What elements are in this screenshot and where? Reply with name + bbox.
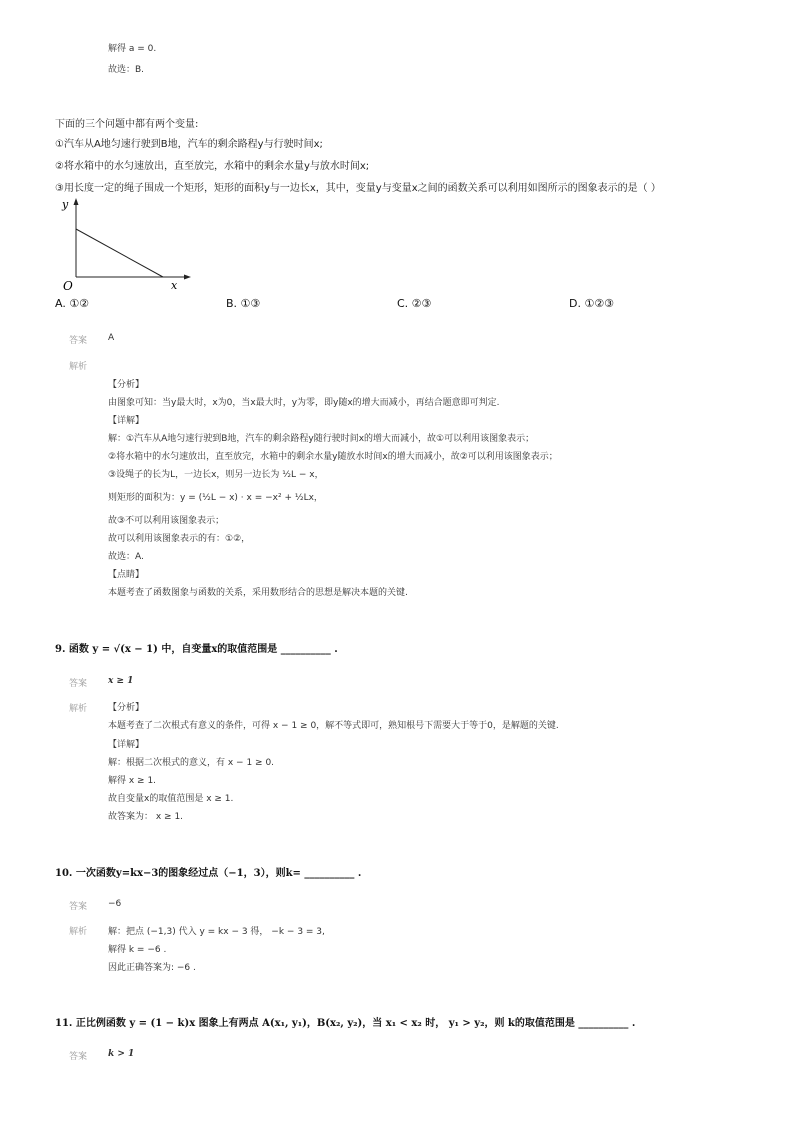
analysis-line: 故可以利用该图象表示的有：①②， <box>108 534 251 544</box>
question-text: 11. 正比例函数 y = (1 − k)x 图象上有两点 A(x₁, y₁)，B(x₂, y₂)，当 x₁ < x₂ 时， y₁ > y₂，则 k的取值范围是 __________ . <box>55 1018 636 1029</box>
analysis-label: 解析 <box>69 927 88 937</box>
analysis-line: 【点睛】 <box>108 570 145 580</box>
x-axis-label: x <box>171 279 178 292</box>
analysis-line: 【分析】 <box>108 703 145 713</box>
question-text: 10. 一次函数y=kx−3的图象经过点（−1，3），则k= __________ . <box>55 868 362 879</box>
answer-value: A <box>108 333 115 343</box>
option-c: C. ②③ <box>397 297 432 310</box>
y-axis-label: y <box>62 198 69 211</box>
analysis-line: 【分析】 <box>108 380 145 390</box>
analysis-line: 故自变量x的取值范围是 x ≥ 1. <box>108 794 234 804</box>
prev-solution-line: 解得 a = 0. <box>108 44 157 54</box>
question-item: ②将水箱中的水匀速放出，直至放完，水箱中的剩余水量y与放水时间x; <box>55 161 370 172</box>
option-a: A. ①② <box>55 297 90 310</box>
analysis-line: 故答案为： x ≥ 1. <box>108 812 184 822</box>
function-graph <box>55 194 200 292</box>
analysis-line: 解：把点 (−1,3) 代入 y = kx − 3 得， −k − 3 = 3, <box>108 927 325 937</box>
question-item: ③用长度一定的绳子围成一个矩形，矩形的面积y与一边长x，其中，变量y与变量x之间的函数关系可以利用如图所示的图象表示的是（ ） <box>55 183 661 194</box>
analysis-line: 故选：A. <box>108 552 144 562</box>
analysis-line: 解得 x ≥ 1. <box>108 776 157 786</box>
answer-label: 答案 <box>69 679 88 689</box>
prev-solution-line: 故选：B. <box>108 65 145 75</box>
question-text: 9. 函数 y = √(x − 1) 中，自变量x的取值范围是 __________ . <box>55 644 338 655</box>
answer-label: 答案 <box>69 1052 88 1062</box>
graph-line <box>76 229 163 277</box>
answer-value: x ≥ 1 <box>108 676 134 686</box>
analysis-line: ②将水箱中的水匀速放出，直至放完，水箱中的剩余水量y随放水时间x的增大而减小，故②可以利用该图象表示； <box>108 452 558 462</box>
answer-label: 答案 <box>69 902 88 912</box>
analysis-line: 【详解】 <box>108 740 145 750</box>
question-intro: 下面的三个问题中都有两个变量: <box>55 119 199 130</box>
analysis-line: ③设绳子的长为L，一边长x，则另一边长为 ½L − x， <box>108 470 324 480</box>
analysis-line: 由图象可知：当y最大时，x为0，当x最大时，y为零，即y随x的增大而减小，再结合题意即可判定. <box>108 398 500 408</box>
analysis-line: 因此正确答案为: −6 . <box>108 963 196 973</box>
analysis-line: 解：根据二次根式的意义，有 x − 1 ≥ 0. <box>108 758 275 768</box>
y-axis-arrow <box>74 198 79 205</box>
analysis-label: 解析 <box>69 362 88 372</box>
answer-label: 答案 <box>69 336 88 346</box>
origin-label: O <box>63 279 73 292</box>
analysis-label: 解析 <box>69 704 88 714</box>
answer-value: −6 <box>108 899 122 909</box>
analysis-line: 故③不可以利用该图象表示； <box>108 516 225 526</box>
option-d: D. ①②③ <box>569 297 615 310</box>
question-item: ①汽车从A地匀速行驶到B地，汽车的剩余路程y与行驶时间x; <box>55 139 323 150</box>
analysis-line: 本题考查了函数图象与函数的关系，采用数形结合的思想是解决本题的关键. <box>108 588 408 598</box>
analysis-line: 解：①汽车从A地匀速行驶到B地，汽车的剩余路程y随行驶时间x的增大而减小，故①可以利用该图象表示； <box>108 434 535 444</box>
x-axis-arrow <box>184 275 191 280</box>
analysis-line: 解得 k = −6 . <box>108 945 167 955</box>
analysis-line: 【详解】 <box>108 416 145 426</box>
analysis-line: 本题考查了二次根式有意义的条件，可得 x − 1 ≥ 0，解不等式即可，熟知根号下需要大于等于0，是解题的关键. <box>108 721 559 731</box>
option-b: B. ①③ <box>226 297 261 310</box>
analysis-line: 则矩形的面积为：y = (½L − x) · x = −x² + ½Lx， <box>108 493 323 503</box>
answer-value: k > 1 <box>108 1049 135 1059</box>
